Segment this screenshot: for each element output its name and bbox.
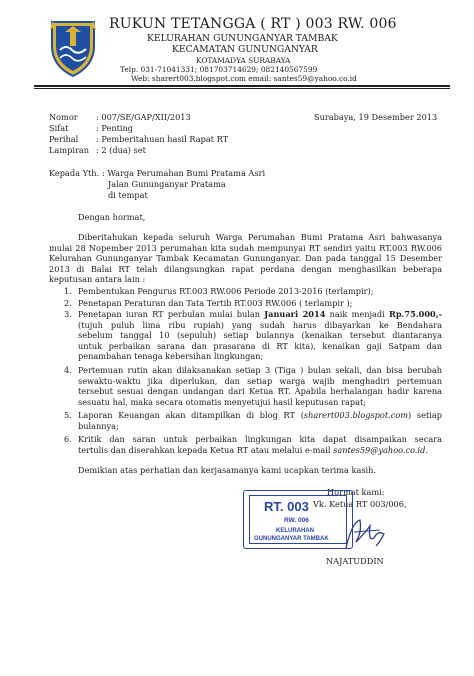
letterhead-kecamatan: KECAMATAN GUNUNGANYAR	[172, 44, 318, 55]
intro-line: Diberitahukan kepada seluruh Warga Perumahan Bumi Pratama Asri bahwasanya	[78, 232, 442, 242]
item-number: 3.	[64, 309, 72, 319]
item-number: 2.	[64, 298, 72, 308]
signature-role: Vk. Ketua RT 003/006,	[313, 499, 407, 509]
sifat-value: : Penting	[96, 123, 134, 133]
perihal-value: : Pemberitahuan hasil Rapat RT	[96, 134, 229, 144]
letterhead-web: Web: sharert003.blogspot.com email: santes59@yahoo.co.id	[131, 74, 357, 83]
salutation: Dengan hormat,	[78, 212, 146, 222]
surabaya-emblem-logo	[48, 16, 98, 78]
item-blog-link: sharert003.blogspot.com	[303, 410, 409, 420]
handwritten-signature	[340, 512, 390, 556]
item-text: naik menjadi	[325, 309, 390, 319]
recipient-line2: Jalan Gununganyar Pratama	[108, 179, 226, 189]
item-number: 5.	[64, 410, 72, 420]
item-line: penambahan tenaga kebersihan lingkungan;	[78, 351, 264, 362]
item-bold-month: Januari 2014	[264, 309, 326, 319]
letterhead-kota: KOTAMADYA SURABAYA	[196, 56, 291, 65]
stamp-kelurahan: KELURAHAN	[276, 528, 314, 534]
recipient-line1: : Warga Perumahan Bumi Pratama Asri	[102, 168, 266, 178]
item-number: 4.	[64, 365, 72, 375]
item-line-rich	[78, 445, 442, 456]
item-text: Laporan Keuangan akan ditampilkan di blog RT (	[78, 410, 304, 420]
lampiran-label: Lampiran	[49, 145, 90, 155]
item-line: (tujuh puluh lima ribu rupiah) yang sudah harus dibayarkan ke Bendahara	[78, 319, 442, 330]
item-line-rich	[78, 309, 442, 320]
letterhead-kelurahan: KELURAHAN GUNUNGANYAR TAMBAK	[147, 33, 338, 44]
intro-line: mulai 28 Nopember 2013 perumahan kita sudah mempunyai RT sendiri yaitu RT.003 RW.006	[49, 242, 442, 253]
item-text: .	[425, 444, 428, 455]
letter-date: Surabaya, 19 Desember 2013	[314, 112, 438, 122]
item-line: Pembentukan Pengurus RT.003 RW.006 Periode 2013-2016 (terlampir);	[78, 286, 374, 296]
item-line: Pertemuan rutin akan dilaksanakan setiap 3 (Tiga ) bulan sekali, dan bisa berubah	[78, 365, 442, 375]
closing-sentence: Demikian atas perhatian dan kerjasamanya kami ucapkan terima kasih.	[78, 465, 377, 475]
letterhead-telp: Telp. 031-71041331; 081703714629; 082140567599	[120, 65, 318, 74]
rt-stamp	[243, 490, 353, 549]
recipient-label: Kepada Yth.	[49, 168, 100, 178]
sifat-label: Sifat	[49, 123, 69, 133]
intro-line: keputusan antara lain :	[49, 274, 146, 285]
item-line: untuk perbaikan sarana dan prasarana di RT kita), kenaikan gaji Satpam dan	[78, 340, 442, 351]
intro-paragraph	[49, 232, 442, 285]
item-line: tersebut sesuai dengan undangan dari Ketua RT. Apabila berhalangan hadir karena	[78, 386, 442, 397]
letterhead-org: RUKUN TETANGGA ( RT ) 003 RW. 006	[109, 16, 397, 32]
nomor-value: : 007/SE/GAP/XII/2013	[96, 112, 191, 122]
item-line: Kritik dan saran untuk perbaikan lingkungan kita dapat disampaikan secara	[78, 434, 442, 444]
stamp-rw: RW. 006	[284, 517, 309, 524]
signature-hormat: Hormat kami:	[327, 487, 385, 497]
item-email-link: santes59@yahoo.co.id	[333, 444, 426, 455]
intro-line: 2013 di Balai RT telah dilangsungkan rapat perdana dengan menghasilkan beberapa	[49, 263, 442, 274]
item-number: 1.	[64, 286, 72, 296]
letterhead-divider-thick	[34, 85, 450, 87]
item-line: Penetapan Peraturan dan Tata Tertib RT.003 RW.006 ( terlampir );	[78, 298, 353, 308]
item-text: tertulis dan diserahkan kepada Ketua RT atau melalui e-mail	[78, 444, 334, 455]
lampiran-value: : 2 (dua) set	[96, 145, 146, 155]
item-line: sewaktu-waktu jika diperlukan, dan setiap warga wajib menghadiri pertemuan	[78, 375, 442, 386]
nomor-label: Nomor	[49, 112, 78, 122]
item-line: sesuatu hal, maka secara otomatis menyetujui hasil keputusan rapat;	[78, 396, 367, 407]
item-number: 6.	[64, 434, 72, 444]
item-line: sebelum tanggal 10 (sepuluh) setiap bulannya (kenaikan tersebut diantaranya	[78, 330, 442, 341]
item-line-rich	[78, 410, 442, 421]
item-line: bulannya;	[78, 420, 119, 431]
intro-line: Kelurahan Gununganyar Tambak Kecamatan Gununganyar. Dan pada tanggal 15 Desember	[49, 253, 442, 264]
item-text: Penetapan iuran RT perbulan mulai bulan	[78, 309, 265, 319]
signatory-name: NAJATUDDIN	[326, 556, 384, 566]
perihal-label: Perihal	[49, 134, 79, 144]
letterhead-divider-thin	[34, 88, 450, 89]
item-text: ) setiap	[408, 410, 442, 420]
recipient-line3: di tempat	[108, 190, 148, 200]
stamp-rt: RT. 003	[264, 499, 309, 514]
stamp-gunung: GUNUNGANYAR TAMBAK	[254, 536, 329, 542]
item-bold-amount: Rp.75.000,-	[389, 309, 442, 319]
